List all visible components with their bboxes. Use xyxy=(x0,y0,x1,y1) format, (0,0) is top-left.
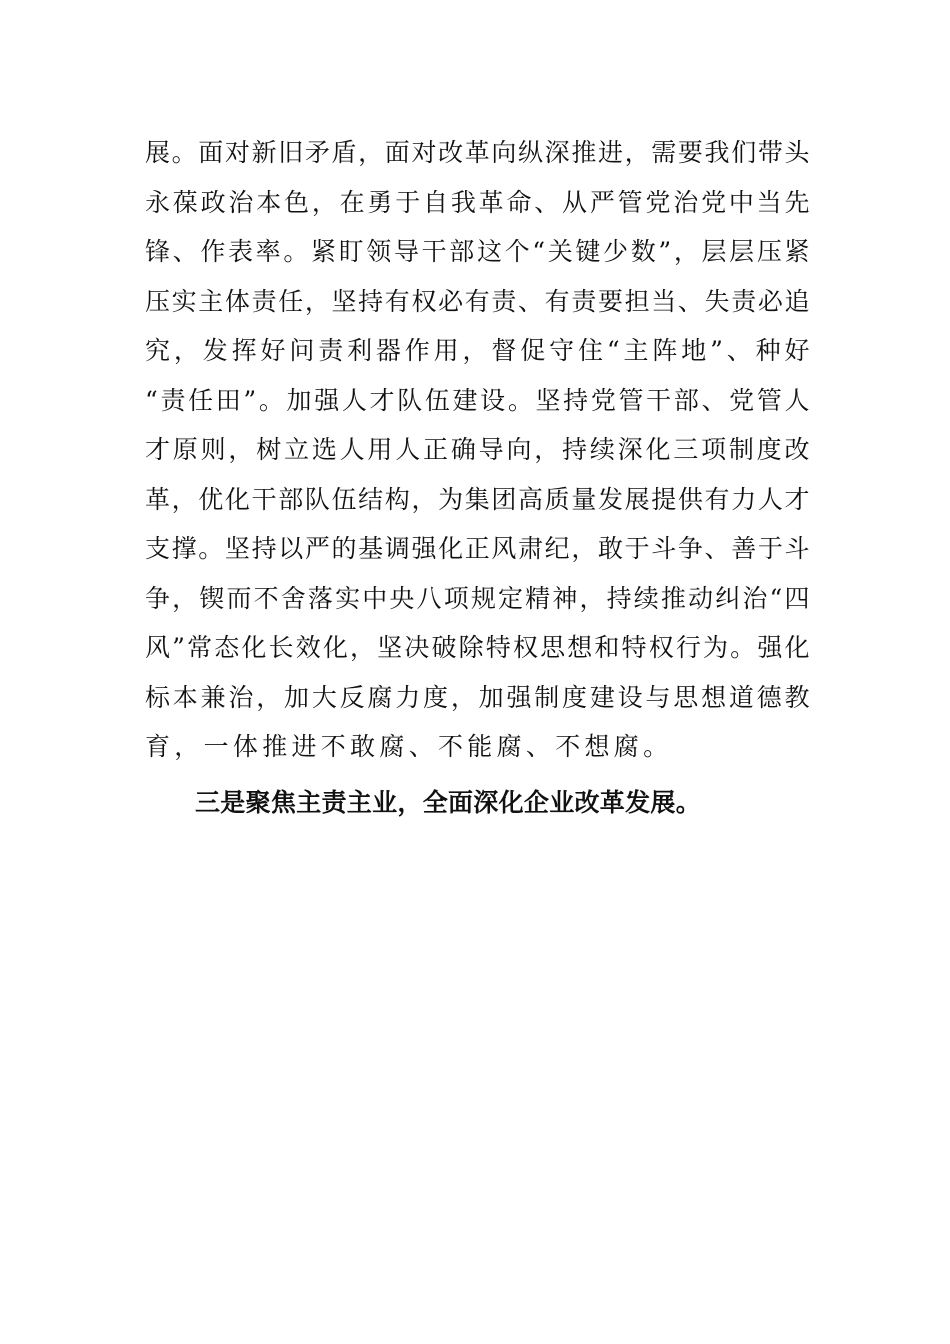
paragraph-line: 争，锲而不舍落实中央八项规定精神，持续推动纠治“四 xyxy=(145,583,810,613)
paragraph-line: 压实主体责任，坚持有权必有责、有责要担当、失责必追 xyxy=(145,286,810,316)
paragraph-line: 风”常态化长效化，坚决破除特权思想和特权行为。强化 xyxy=(145,633,810,662)
paragraph-line-last: 育，一体推进不敢腐、不能腐、不想腐。 xyxy=(145,732,673,761)
paragraph-line: 展。面对新旧矛盾，面对改革向纵深推进，需要我们带头 xyxy=(145,138,810,167)
body-paragraph xyxy=(145,128,810,772)
paragraph-line: 支撑。坚持以严的基调强化正风肃纪，敢于斗争、善于斗 xyxy=(145,534,810,563)
paragraph-line: 革，优化干部队伍结构，为集团高质量发展提供有力人才 xyxy=(145,484,810,514)
paragraph-line: “责任田”。加强人才队伍建设。坚持党管干部、党管人 xyxy=(145,385,810,415)
paragraph-line: 永葆政治本色，在勇于自我革命、从严管党治党中当先 xyxy=(145,187,810,217)
paragraph-line: 标本兼治，加大反腐力度，加强制度建设与思想道德教 xyxy=(145,682,810,712)
section-heading: 三是聚焦主责主业，全面深化企业改革发展。 xyxy=(195,788,702,817)
paragraph-line: 究，发挥好问责利器作用，督促守住“主阵地”、种好 xyxy=(145,336,810,365)
paragraph-line: 锋、作表率。紧盯领导干部这个“关键少数”，层层压紧 xyxy=(145,237,810,266)
paragraph-line: 才原则，树立选人用人正确导向，持续深化三项制度改 xyxy=(145,435,810,464)
